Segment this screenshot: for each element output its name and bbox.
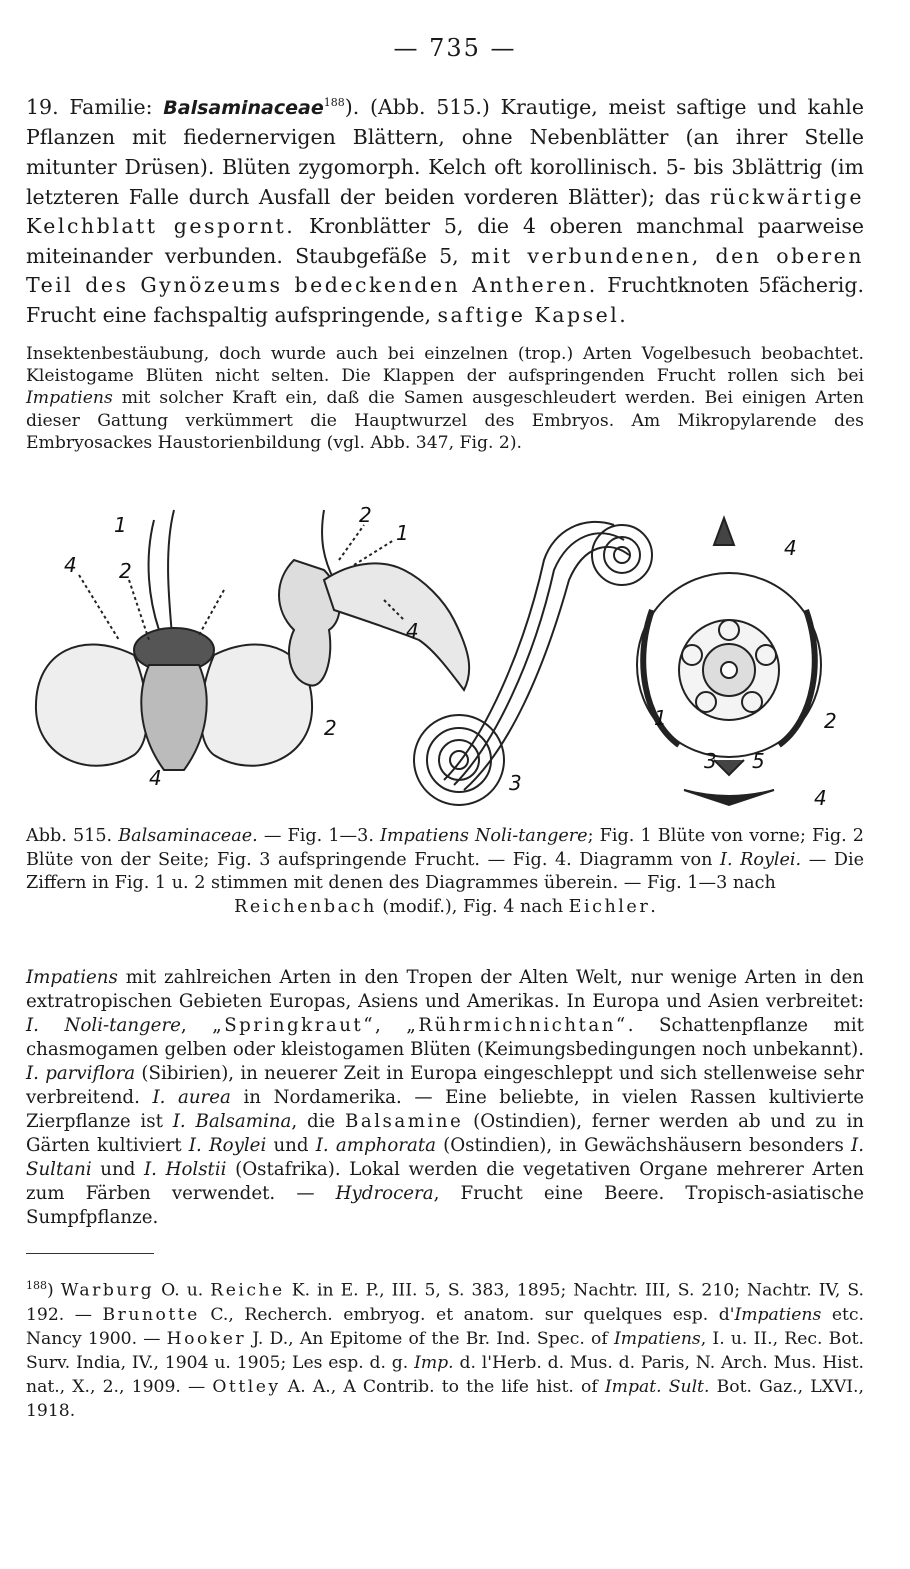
- author-name: Brunotte: [102, 1304, 200, 1325]
- common-name: Balsamine: [345, 1111, 464, 1132]
- fig1-label-4: 4: [64, 553, 77, 577]
- footnote-text: , I. u. II., Rec. Bot. Surv. India, IV., 1904 u. 1905; Les esp. d. g.: [26, 1328, 864, 1373]
- species-name: I. Roylei: [188, 1135, 267, 1156]
- species-name: I. aurea: [152, 1087, 231, 1108]
- family-intro: 19. Familie:: [26, 94, 164, 119]
- caption-text: (modif.), Fig. 4 nach: [376, 896, 569, 917]
- body-text: , Frucht eine Beere. Tropisch-asiatische Sumpfpflanze.: [26, 1183, 864, 1228]
- footnote-number: 188: [26, 1279, 47, 1292]
- caption-text: ; Fig. 1 Blüte von vorne; Fig. 2 Blüte von der Seite; Fig. 3 aufspringende Frucht. — Fig. 4. Diagramm von: [26, 826, 864, 870]
- body-text: mit zahlreichen Arten in den Tropen der Alten Welt, nur wenige Arten in den extratropischen Gebieten Europas, Asiens und Amerikas. In Europa und Asien verbreitet:: [26, 967, 864, 1012]
- description-text: Kronblätter 5, die 4 oberen manchmal paarweise miteinander verbunden. Staubgefäße 5,: [26, 214, 864, 268]
- caption-species: I. Roylei.: [720, 849, 802, 870]
- species-name: I. Balsamina: [172, 1111, 292, 1132]
- body-text: , die: [291, 1111, 346, 1132]
- caption-species: Impatiens Noli-tangere: [380, 826, 588, 846]
- description-text: Fruchtknoten 5fächerig. Frucht eine fachspaltig aufspringende,: [26, 273, 864, 327]
- author-name: Hooker: [166, 1328, 247, 1349]
- species-name: Impat. Sult.: [604, 1376, 710, 1397]
- footnote-text: C., Recherch. embryog. et anatom. sur quelques esp. d': [199, 1304, 735, 1325]
- species-name: I. parviflora: [26, 1063, 136, 1084]
- body-text: in Nordamerika. — Eine beliebte, in vielen Rassen kultivierte Zierpflanze ist: [26, 1087, 865, 1132]
- common-name: „Rührmichnichtan“: [406, 1015, 628, 1036]
- fig4-label-5: 5: [752, 749, 765, 773]
- caption-text: .: [650, 896, 656, 917]
- body-text: . Schattenpflanze mit chasmogamen gelben oder kleistogamen Blüten (Keimungsbedingungen noch unbekannt).: [26, 1015, 864, 1060]
- fig4-label-4: 4: [784, 536, 797, 560]
- spaced-text: saftige Kapsel.: [437, 302, 629, 327]
- body-text: (Sibirien), in neuerer Zeit in Europa eingeschleppt und sich stellenweise sehr verbreitend.: [26, 1063, 865, 1108]
- genus-name: Impatiens: [734, 1304, 822, 1325]
- footnote: [26, 1274, 864, 1423]
- body-text: (Ostindien), in Gewächshäusern besonders: [435, 1135, 852, 1156]
- genus-name: Impatiens: [26, 388, 113, 409]
- fig2-label-4: 4: [406, 619, 419, 643]
- footnote-text: d. l'Herb. d. Mus. d. Paris, N. Arch. Mus. Hist. nat., X., 2., 1909. —: [26, 1352, 864, 1397]
- footnote-text: K. in E. P., III. 5, S. 383, 1895; Nachtr. III, S. 210; Nachtr. IV, S. 192. —: [26, 1280, 864, 1325]
- genus-name: Imp.: [414, 1352, 454, 1373]
- caption-text: — Fig. 1—3.: [257, 826, 381, 846]
- body-text: und: [91, 1159, 144, 1180]
- fig1-flower-front: [36, 510, 312, 770]
- footnote-divider: [26, 1253, 154, 1254]
- page-number: — 735 —: [393, 34, 517, 62]
- body-text: und: [266, 1135, 316, 1156]
- fig1-label-1: 1: [114, 513, 127, 537]
- footnote-ref: 188: [323, 96, 345, 109]
- caption-author: Eichler: [568, 896, 651, 917]
- body-text: (Ostafrika). Lokal werden die vegetativen Organe mehrerer Arten zum Färben verwendet. —: [26, 1159, 864, 1204]
- genus-description: [26, 966, 864, 1230]
- family-name: Balsaminaceae: [163, 96, 324, 119]
- fig4-number: 4: [814, 786, 827, 810]
- note-text: mit solcher Kraft ein, daß die Samen ausgeschleudert werden. Bei einigen Arten dieser Gattung verkümmert die Hauptwurzel des Embryos. Am Mikropylarende des Embryosackes Haustorienbildung (vgl. Abb. 347, Fig. 2).: [26, 388, 864, 453]
- fig1-label-4-bottom: 4: [149, 766, 162, 790]
- description-text: ). (Abb. 515.) Krautige, meist saftige und kahle Pflanzen mit fiedernervigen Blättern, ohne Nebenblätter (an ihrer Stelle mitunter Drüsen). Blüten zygomorph. Kelch oft korollinisch. 5- bis 3blättrig (im letzteren Falle durch Ausfall der beiden vorderen Blätter); das: [26, 94, 864, 209]
- body-text: ,: [375, 1015, 407, 1036]
- family-description: [26, 88, 864, 331]
- footnote-text: A. A., A Contrib. to the life hist. of: [280, 1376, 605, 1397]
- species-name: I. amphorata: [315, 1135, 436, 1156]
- body-text: (Ostindien), ferner werden ab und zu in Gärten kultiviert: [26, 1111, 864, 1156]
- caption-text: Abb. 515.: [26, 826, 119, 846]
- note-text: Insektenbestäubung, doch wurde auch bei einzelnen (trop.) Arten Vogelbesuch beobachtet. Kleistogame Blüten nicht selten. Die Klappen der aufspringenden Frucht rollen sich bei: [26, 344, 864, 387]
- body-text: ,: [180, 1015, 213, 1036]
- genus-name: Impatiens: [26, 967, 118, 988]
- fig2-label-1: 1: [396, 521, 409, 545]
- fig2-label-2: 2: [359, 503, 372, 527]
- author-name: Reiche: [210, 1280, 285, 1301]
- species-name: I. Noli-tangere: [26, 1015, 181, 1036]
- spaced-text: mit verbundenen, den oberen Teil des Gynözeums bedeckenden Antheren.: [26, 243, 864, 298]
- footnote-text: etc. Nancy 1900. —: [26, 1304, 864, 1349]
- caption-family: Balsaminaceae.: [118, 826, 258, 846]
- fig4-label-1: 1: [654, 706, 667, 730]
- species-name: I. Sultani: [26, 1135, 864, 1180]
- fig4-label-2: 2: [824, 709, 837, 733]
- fig2-number: 2: [324, 716, 337, 740]
- footnote-text: Bot. Gaz., LXVI., 1918.: [26, 1376, 864, 1421]
- botanical-illustration: [24, 500, 870, 810]
- genus-name: Impatiens: [613, 1328, 701, 1349]
- author-name: Warburg: [60, 1280, 155, 1301]
- fig1-label-2: 2: [119, 559, 132, 583]
- fig4-label-3: 3: [704, 749, 717, 773]
- author-name: Ottley: [212, 1376, 281, 1397]
- caption-text: — Die Ziffern in Fig. 1 u. 2 stimmen mit denen des Diagrammes überein. — Fig. 1—3 nach: [26, 849, 864, 894]
- common-name: „Springkraut“: [212, 1015, 376, 1036]
- fig4-floral-diagram: [637, 518, 821, 805]
- footnote-text: J. D., An Epitome of the Br. Ind. Spec. of: [246, 1328, 614, 1349]
- fig2-flower-side: [279, 510, 469, 690]
- genus-name: Hydrocera: [335, 1183, 434, 1204]
- footnote-text: O. u.: [154, 1280, 211, 1301]
- species-name: I. Holstii: [144, 1159, 227, 1180]
- fig3-number: 3: [509, 771, 522, 795]
- figure-caption: [26, 825, 864, 919]
- footnote-text: ): [47, 1280, 61, 1301]
- pollination-notes: [26, 343, 864, 454]
- caption-author: Reichenbach: [234, 896, 377, 917]
- spaced-text: rückwärtige Kelchblatt gespornt.: [26, 184, 864, 239]
- figure-515: [24, 500, 870, 810]
